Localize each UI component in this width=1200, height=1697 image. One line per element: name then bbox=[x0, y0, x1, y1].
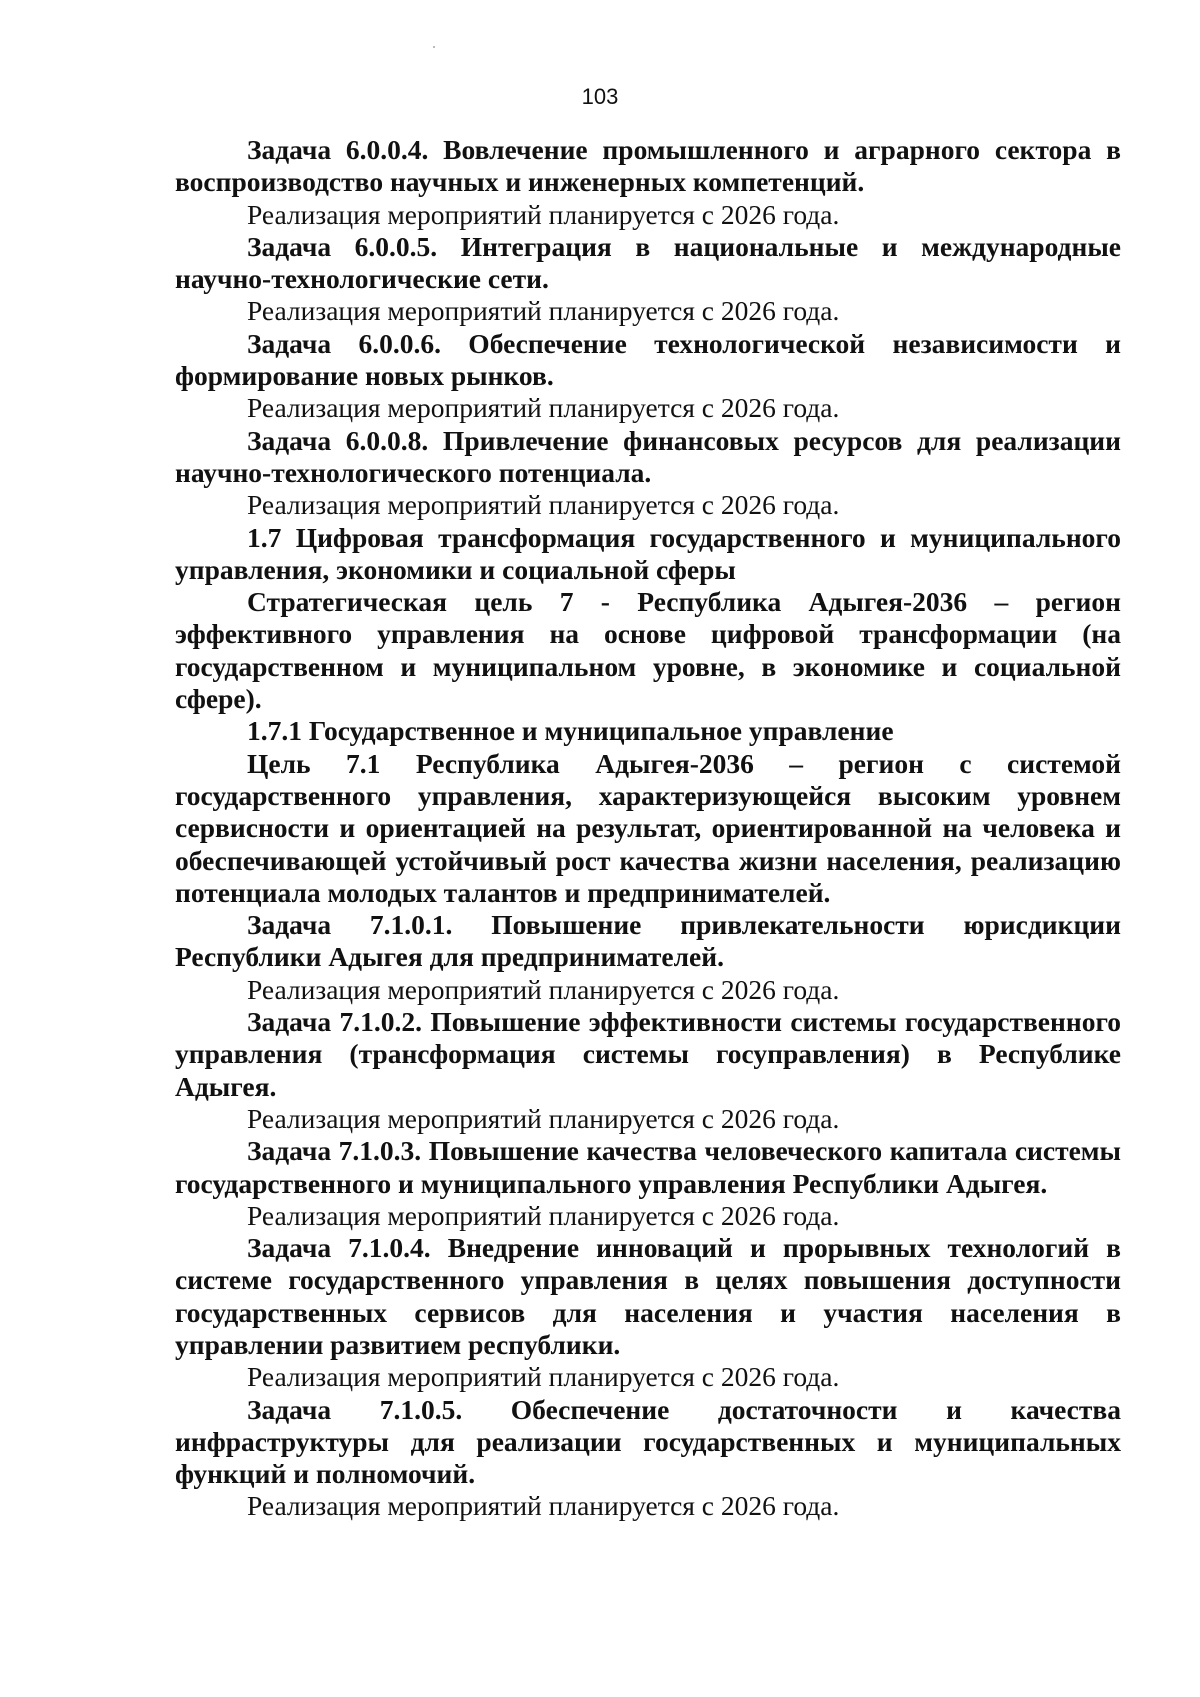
implementation-note: Реализация мероприятий планируется с 2026 года. bbox=[247, 198, 840, 230]
implementation-note: Реализация мероприятий планируется с 2026 года. bbox=[247, 1199, 840, 1231]
implementation-note: Реализация мероприятий планируется с 2026 года. bbox=[247, 1102, 840, 1134]
section-1-7-heading: 1.7 Цифровая трансформация государственного и муниципального управления, экономики и социальной сферы bbox=[175, 521, 1121, 585]
task-6-0-0-8-heading: Задача 6.0.0.8. Привлечение финансовых ресурсов для реализации научно-технологического потенциала. bbox=[175, 424, 1121, 488]
scan-speck bbox=[433, 46, 435, 48]
implementation-note: Реализация мероприятий планируется с 2026 года. bbox=[247, 392, 840, 424]
task-6-0-0-6-heading: Задача 6.0.0.6. Обеспечение технологической независимости и формирование новых рынков. bbox=[175, 327, 1121, 392]
task-7-1-0-4-heading: Задача 7.1.0.4. Внедрение инноваций и прорывных технологий в системе государственного управления в целях повышения доступности государственных сервисов для населения и участия населения в управлении развитием республики. bbox=[175, 1232, 1121, 1360]
task-7-1-0-3-heading: Задача 7.1.0.3. Повышение качества человеческого капитала системы государственного и муниципального управления Республики Адыгея. bbox=[175, 1135, 1121, 1199]
page-number: 103 bbox=[581, 84, 619, 109]
task-7-1-0-2-heading: Задача 7.1.0.2. Повышение эффективности системы государственного управления (трансформация системы госуправления) в Республике Адыгея. bbox=[175, 1006, 1121, 1102]
task-7-1-0-5-heading: Задача 7.1.0.5. Обеспечение достаточности и качества инфраструктуры для реализации государственных и муниципальных функций и полномочий. bbox=[175, 1393, 1121, 1490]
task-7-1-0-1-heading: Задача 7.1.0.1. Повышение привлекательности юрисдикции Республики Адыгея для предпринимателей. bbox=[175, 909, 1121, 973]
implementation-note: Реализация мероприятий планируется с 2026 года. bbox=[247, 1490, 840, 1522]
task-6-0-0-5-heading: Задача 6.0.0.5. Интеграция в национальные и международные научно-технологические сети. bbox=[175, 230, 1121, 295]
implementation-note: Реализация мероприятий планируется с 2026 года. bbox=[247, 973, 840, 1005]
strategic-goal-7: Стратегическая цель 7 - Республика Адыгея-2036 – регион эффективного управления на основе цифровой трансформации (на государственном и муниципальном уровне, в экономике и социальной сфере). bbox=[175, 586, 1121, 715]
implementation-note: Реализация мероприятий планируется с 2026 года. bbox=[247, 1361, 840, 1393]
implementation-note: Реализация мероприятий планируется с 2026 года. bbox=[247, 295, 840, 327]
task-6-0-0-4-heading: Задача 6.0.0.4. Вовлечение промышленного и аграрного сектора в воспроизводство научных и инженерных компетенций. bbox=[175, 134, 1121, 198]
implementation-note: Реализация мероприятий планируется с 2026 года. bbox=[247, 489, 840, 521]
section-1-7-1-heading: 1.7.1 Государственное и муниципальное управление bbox=[247, 715, 894, 747]
goal-7-1: Цель 7.1 Республика Адыгея-2036 – регион с системой государственного управления, характеризующейся высоким уровнем сервисности и ориентацией на результат, ориентированной на человека и обеспечивающей устойчивый рост качества жизни населения, реализацию потенциала молодых талантов и предпринимателей. bbox=[175, 747, 1121, 908]
document-body bbox=[175, 134, 1121, 1523]
